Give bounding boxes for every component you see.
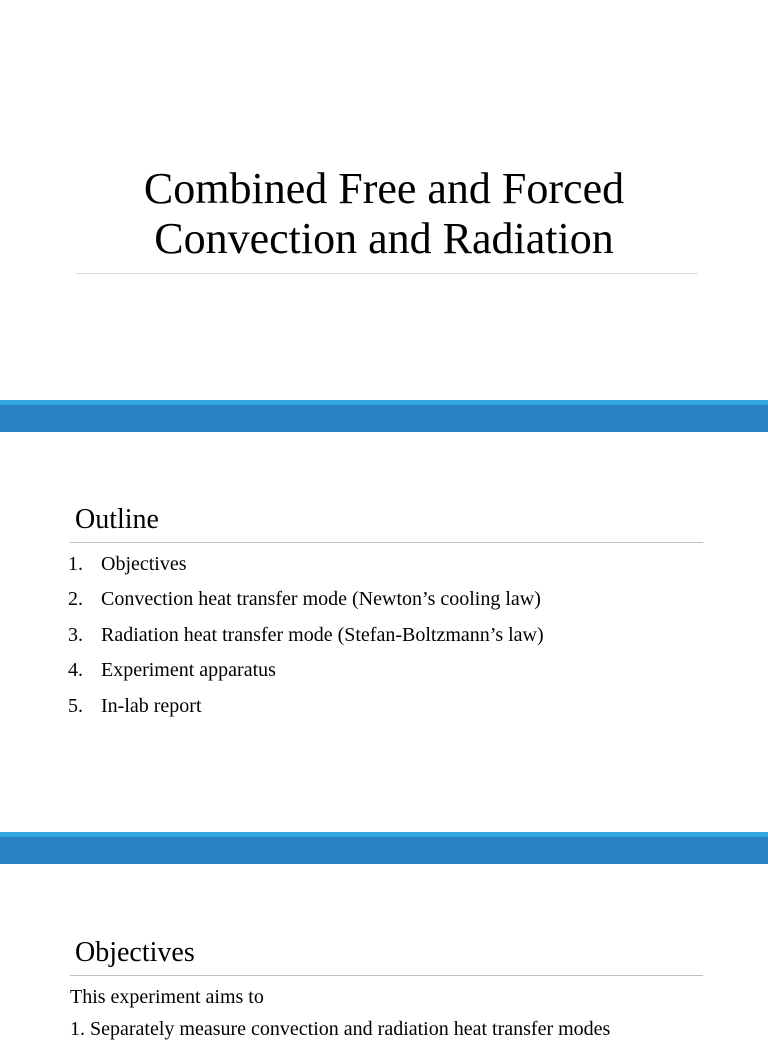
objectives-first-item: 1. Separately measure convection and radiation heat transfer modes (70, 1018, 611, 1040)
outline-slide (0, 432, 768, 832)
objectives-slide (0, 864, 768, 1040)
separator-highlight (0, 832, 768, 837)
list-item (68, 584, 544, 619)
outline-list (68, 549, 544, 726)
list-number: 1. (68, 553, 83, 575)
list-item (68, 691, 544, 726)
presentation-title (60, 164, 708, 264)
list-item (68, 655, 544, 690)
list-number: 5. (68, 694, 83, 717)
list-number: 2. (68, 588, 83, 611)
outline-heading: Outline (75, 504, 159, 535)
title-line-2: Convection and Radiation (154, 214, 614, 263)
title-line-1: Combined Free and Forced (143, 164, 625, 213)
list-text: Experiment apparatus (101, 659, 276, 682)
title-slide (0, 0, 768, 400)
list-text: Convection heat transfer mode (Newton’s cooling law) (101, 588, 541, 611)
slide-separator (0, 832, 768, 864)
heading-divider (70, 542, 703, 543)
separator-highlight (0, 400, 768, 405)
list-number: 4. (68, 659, 83, 682)
list-text: Objectives (101, 553, 187, 575)
heading-divider (70, 975, 703, 976)
list-text: Radiation heat transfer mode (Stefan-Boltzmann’s law) (101, 623, 544, 646)
objectives-heading: Objectives (75, 937, 195, 968)
list-item (68, 549, 544, 584)
list-item (68, 620, 544, 655)
list-number: 3. (68, 623, 83, 646)
title-divider (76, 273, 698, 274)
slide-separator (0, 400, 768, 432)
objectives-intro: This experiment aims to (70, 986, 264, 1008)
list-text: In-lab report (101, 694, 202, 717)
